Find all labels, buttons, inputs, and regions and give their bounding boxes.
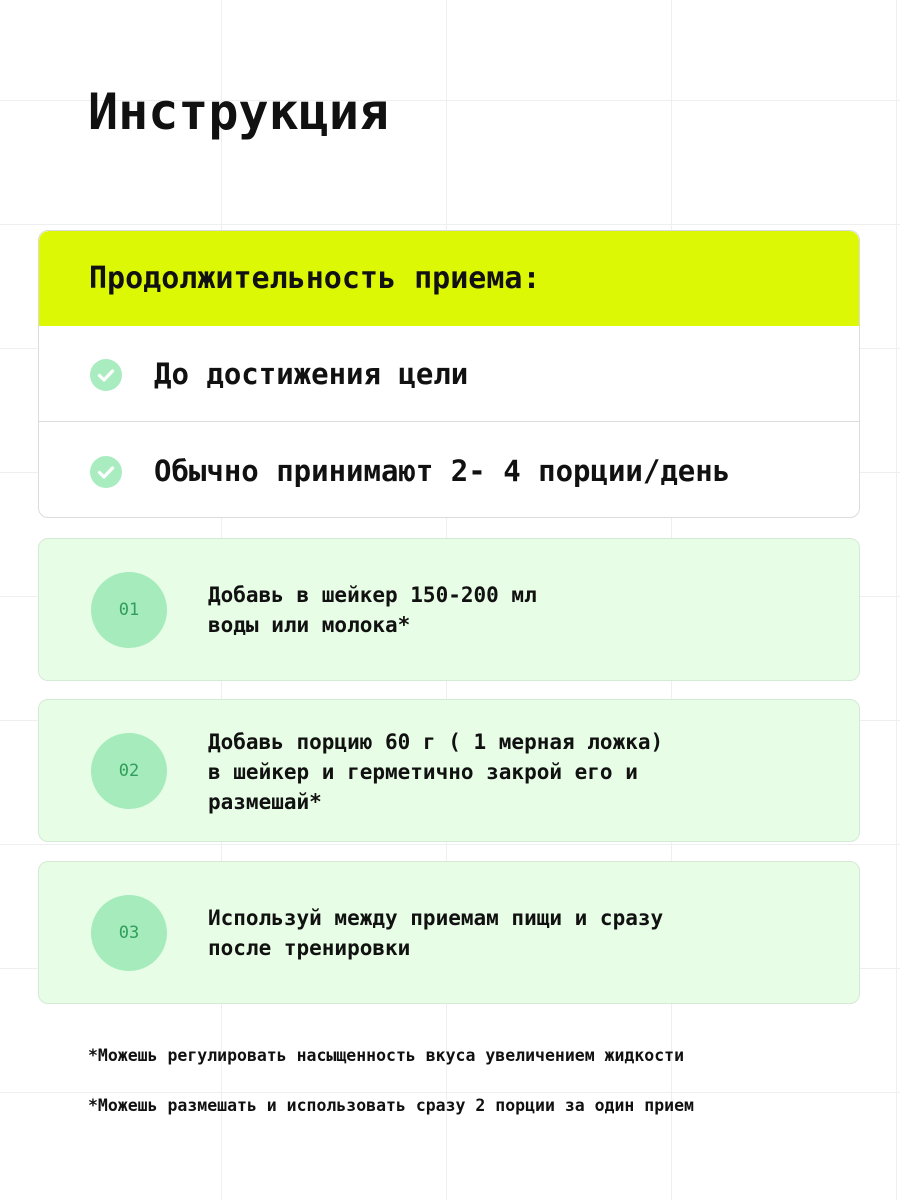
step-description	[208, 580, 748, 640]
step-description	[208, 903, 748, 963]
step-card-1	[38, 538, 860, 681]
duration-card	[38, 230, 860, 518]
duration-item	[39, 423, 859, 518]
check-circle-icon	[90, 359, 122, 391]
duration-item-text: Обычно принимают 2- 4 порции/день	[154, 454, 731, 488]
check-circle-icon	[90, 456, 122, 488]
step-text-line: Добавь в шейкер 150-200 мл	[208, 583, 537, 607]
footnote: *Можешь размешать и использовать сразу 2 порции за один прием	[88, 1096, 694, 1115]
step-text-line: Используй между приемам пищи и сразу	[208, 906, 664, 930]
step-description	[208, 727, 748, 817]
step-text-line: размешай*	[208, 790, 322, 814]
duration-item	[39, 326, 859, 422]
page-title: Инструкция	[88, 83, 390, 141]
duration-heading: Продолжительность приема:	[39, 231, 859, 326]
step-number-badge: 02	[91, 733, 167, 809]
step-number-badge: 01	[91, 572, 167, 648]
step-text-line: в шейкер и герметично закрой его и	[208, 760, 638, 784]
footnote: *Можешь регулировать насыщенность вкуса увеличением жидкости	[88, 1046, 685, 1065]
step-number-badge: 03	[91, 895, 167, 971]
step-card-3	[38, 861, 860, 1004]
step-text-line: Добавь порцию 60 г ( 1 мерная ложка)	[208, 730, 664, 754]
step-text-line: воды или молока*	[208, 613, 411, 637]
step-text-line: после тренировки	[208, 936, 411, 960]
step-card-2	[38, 699, 860, 842]
duration-item-text: До достижения цели	[154, 357, 469, 391]
